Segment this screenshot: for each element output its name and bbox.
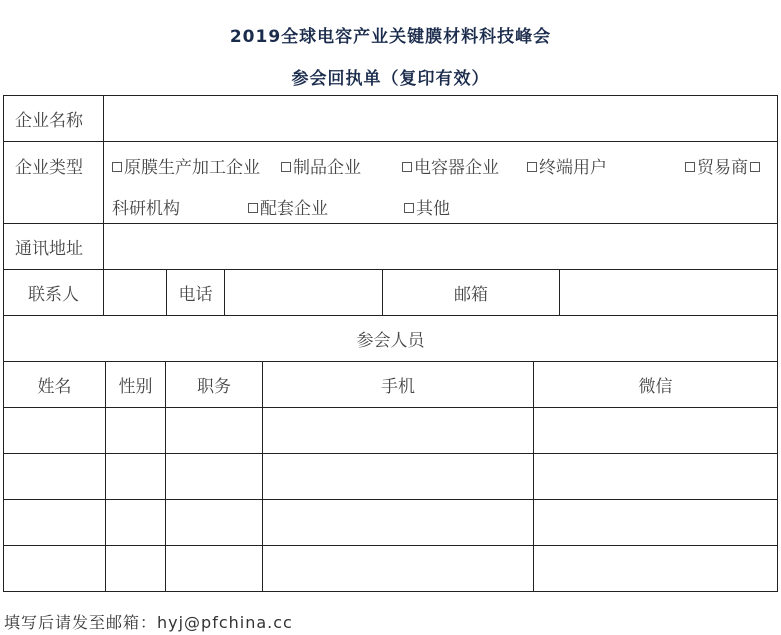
option-film-production[interactable]: 原膜生产加工企业 — [112, 153, 260, 178]
attendee-gender-cell[interactable] — [105, 407, 166, 454]
page-title: 2019全球电容产业关键膜材料科技峰会 — [229, 27, 552, 47]
checkbox-icon[interactable] — [750, 162, 760, 172]
attendee-wechat-cell[interactable] — [533, 499, 778, 546]
checkbox-icon[interactable] — [404, 203, 414, 213]
checkbox-icon[interactable] — [248, 203, 258, 213]
phone-field[interactable] — [224, 269, 383, 316]
checkbox-icon[interactable] — [527, 162, 537, 172]
page-subtitle: 参会回执单（复印有效） — [291, 69, 490, 89]
attendee-mobile-cell[interactable] — [262, 407, 534, 454]
attendee-mobile-cell[interactable] — [262, 453, 534, 500]
attendee-mobile-cell[interactable] — [262, 499, 534, 546]
option-trader[interactable]: 贸易商 — [685, 153, 762, 178]
checkbox-icon[interactable] — [112, 162, 122, 172]
option-supporting[interactable]: 配套企业 — [248, 194, 328, 219]
attendee-gender-cell[interactable] — [105, 499, 166, 546]
option-products[interactable]: 制品企业 — [281, 153, 361, 178]
option-other[interactable]: 其他 — [404, 194, 450, 219]
attendee-position-cell[interactable] — [165, 499, 263, 546]
attendee-name-cell[interactable] — [3, 545, 106, 592]
email-label: 邮箱 — [382, 269, 560, 316]
company-type-label-cell — [3, 141, 104, 224]
column-header-position: 职务 — [165, 361, 263, 408]
checkbox-icon[interactable] — [402, 162, 412, 172]
attendee-wechat-cell[interactable] — [533, 453, 778, 500]
attendee-position-cell[interactable] — [165, 545, 263, 592]
company-name-field[interactable] — [103, 95, 778, 142]
attendee-position-cell[interactable] — [165, 407, 263, 454]
attendee-name-cell[interactable] — [3, 499, 106, 546]
company-type-label: 企业类型 — [15, 158, 83, 178]
address-field[interactable] — [103, 223, 778, 270]
attendee-gender-cell[interactable] — [105, 453, 166, 500]
contact-field[interactable] — [103, 269, 167, 316]
option-research[interactable]: 科研机构 — [112, 199, 180, 219]
option-capacitor-company[interactable]: 电容器企业 — [402, 153, 499, 178]
option-end-user[interactable]: 终端用户 — [527, 153, 607, 178]
column-header-wechat: 微信 — [533, 361, 778, 408]
contact-label: 联系人 — [3, 269, 104, 316]
checkbox-icon[interactable] — [685, 162, 695, 172]
email-field[interactable] — [559, 269, 778, 316]
submission-instructions: 填写后请发至邮箱：hyj@pfchina.cc — [4, 613, 293, 632]
company-name-label: 企业名称 — [3, 95, 104, 142]
attendee-position-cell[interactable] — [165, 453, 263, 500]
attendee-name-cell[interactable] — [3, 453, 106, 500]
checkbox-icon[interactable] — [281, 162, 291, 172]
company-type-options — [103, 141, 778, 224]
column-header-name: 姓名 — [3, 361, 106, 408]
column-header-mobile: 手机 — [262, 361, 534, 408]
attendee-mobile-cell[interactable] — [262, 545, 534, 592]
attendee-wechat-cell[interactable] — [533, 545, 778, 592]
address-label: 通讯地址 — [3, 223, 104, 270]
attendee-gender-cell[interactable] — [105, 545, 166, 592]
attendee-name-cell[interactable] — [3, 407, 106, 454]
attendees-section-title: 参会人员 — [3, 315, 778, 362]
phone-label: 电话 — [166, 269, 225, 316]
attendee-wechat-cell[interactable] — [533, 407, 778, 454]
column-header-gender: 性别 — [105, 361, 166, 408]
